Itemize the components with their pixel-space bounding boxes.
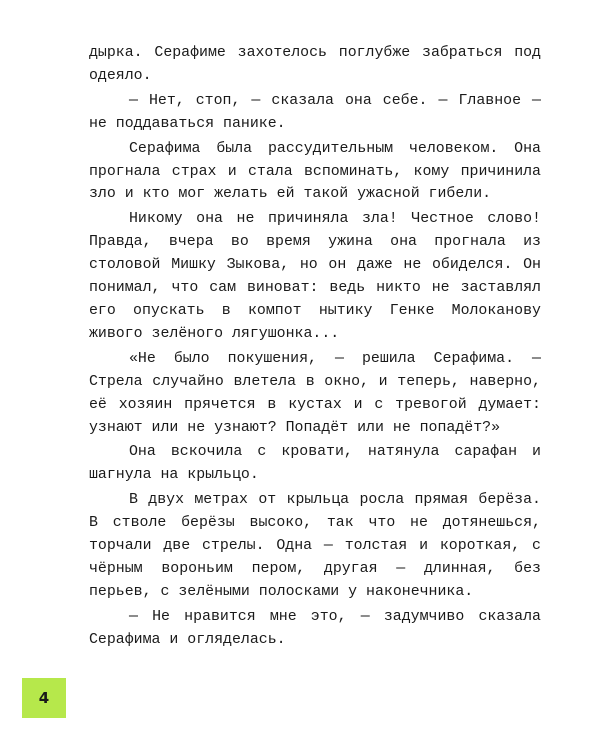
paragraph: — Не нравится мне это, — задумчиво сказала Серафима и огляделась. <box>89 608 541 648</box>
paragraph: В двух метрах от крыльца росла прямая берёза. В стволе берёзы высоко, так что не дотянешься, торчали две стрелы. Одна — толстая и короткая, с чёрным вороньим пером, другая — длинная, без перьев, с зелёными полосками у наконечника. <box>89 492 541 600</box>
page-number-badge: 4 <box>22 678 66 718</box>
paragraph: дырка. Серафиме захотелось поглубже забраться под одеяло. <box>89 45 541 84</box>
paragraph: «Не было покушения, — решила Серафима. — Стрела случайно влетела в окно, и теперь, наверно, её хозяин прячется в кустах и с тревогой думает: узнают или не узнают? Попадёт или не попадёт?» <box>89 350 541 436</box>
body-text <box>89 42 541 654</box>
paragraph: Она вскочила с кровати, натянула сарафан и шагнула на крыльцо. <box>89 444 541 484</box>
paragraph: Никому она не причиняла зла! Честное слово! Правда, вчера во время ужина она прогнала из столовой Мишку Зыкова, но он даже не обиделся. Он понимал, что сам виноват: ведь никто не заставлял его опускать в компот нытику Генке Молоканову живого зелёного лягушонка... <box>89 211 541 342</box>
paragraph: — Нет, стоп, — сказала она себе. — Главное — не поддаваться панике. <box>89 92 541 132</box>
paragraph: Серафима была рассудительным человеком. Она прогнала страх и стала вспоминать, кому причинила зло и кто мог желать ей такой ужасной гибели. <box>89 140 541 203</box>
